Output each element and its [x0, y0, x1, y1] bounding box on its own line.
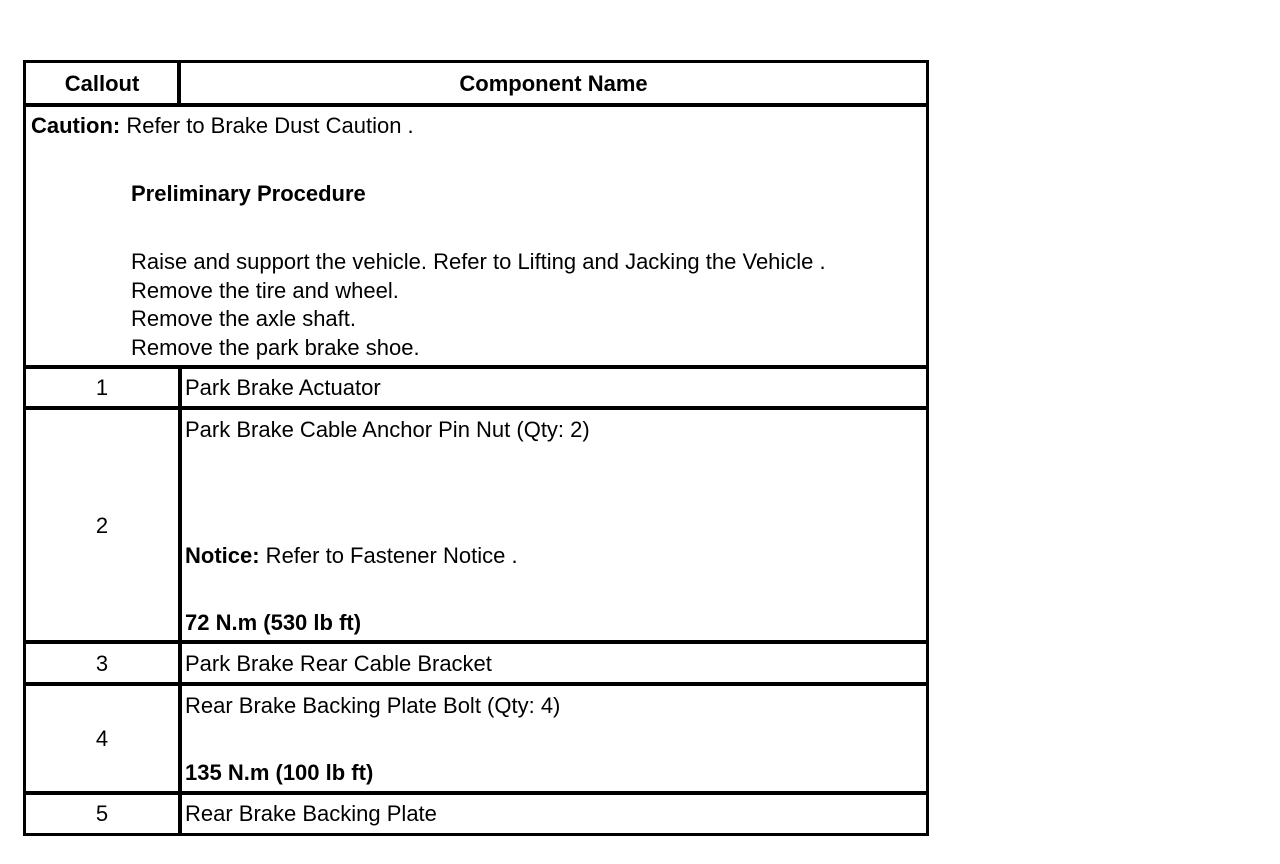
caution-line	[31, 112, 414, 140]
component-table	[23, 60, 929, 836]
procedure-step: Remove the tire and wheel.	[131, 278, 399, 303]
procedure-step: Remove the axle shaft.	[131, 306, 357, 331]
procedure-step: Remove the park brake shoe.	[131, 335, 420, 360]
notice-text: Refer to Fastener Notice .	[259, 543, 518, 568]
caution-label: Caution:	[31, 113, 121, 138]
body-column-divider	[178, 365, 182, 833]
component-name: Rear Brake Backing Plate Bolt (Qty: 4)	[185, 693, 561, 718]
callout-number: 2	[95, 513, 109, 538]
header-divider	[26, 103, 926, 107]
row-4-divider	[26, 791, 926, 795]
component-name: Park Brake Cable Anchor Pin Nut (Qty: 2)	[185, 417, 590, 442]
preliminary-procedure-title: Preliminary Procedure	[131, 181, 366, 206]
component-name: Park Brake Rear Cable Bracket	[185, 651, 492, 676]
callout-number: 1	[95, 375, 109, 400]
torque-spec: 135 N.m (100 lb ft)	[185, 760, 374, 785]
callout-number: 4	[95, 726, 109, 751]
caution-text: Refer to Brake Dust Caution .	[120, 113, 414, 138]
row-1-divider	[26, 406, 926, 410]
component-name: Park Brake Actuator	[185, 375, 381, 400]
callout-number: 3	[95, 651, 109, 676]
notice-line	[185, 542, 518, 570]
component-name: Rear Brake Backing Plate	[185, 801, 437, 826]
row-3-divider	[26, 682, 926, 686]
torque-spec: 72 N.m (530 lb ft)	[185, 610, 362, 635]
intro-divider	[26, 365, 926, 369]
notice-label: Notice:	[185, 543, 260, 568]
callout-number: 5	[95, 801, 109, 826]
header-component-name: Component Name	[459, 71, 648, 96]
row-2-divider	[26, 640, 926, 644]
header-callout: Callout	[64, 71, 140, 96]
procedure-step: Raise and support the vehicle. Refer to Lifting and Jacking the Vehicle .	[131, 249, 826, 274]
